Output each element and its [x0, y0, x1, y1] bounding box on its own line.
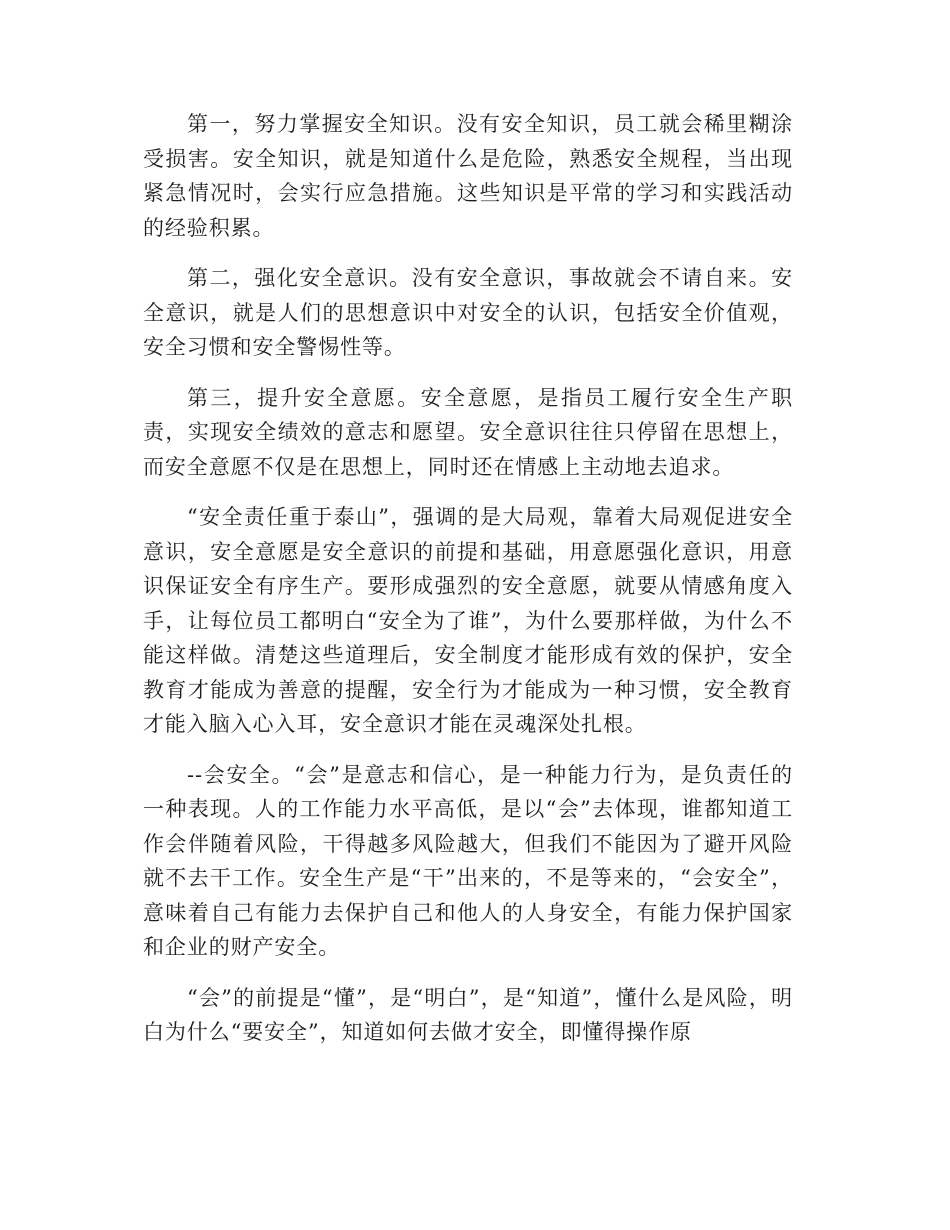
- paragraph-safety-knowledge: 第一，努力掌握安全知识。没有安全知识，员工就会稀里糊涂受损害。安全知识，就是知道什么是危险，熟悉安全规程，当出现紧急情况时，会实行应急措施。这些知识是平常的学习和实践活动的经验积累。: [143, 112, 793, 240]
- paragraph-understand-premise: “会”的前提是“懂”，是“明白”，是“知道”，懂什么是风险，明白为什么“要安全”，知道如何去做才安全，即懂得操作原: [143, 985, 793, 1044]
- paragraph-safety-awareness: 第二，强化安全意识。没有安全意识，事故就会不请自来。安全意识，就是人们的思想意识中对安全的认识，包括安全价值观，安全习惯和安全警惕性等。: [143, 266, 793, 359]
- paragraph-safety-willingness: 第三，提升安全意愿。安全意愿，是指员工履行安全生产职责，实现安全绩效的意志和愿望。安全意识往往只停留在思想上，而安全意愿不仅是在思想上，同时还在情感上主动地去追求。: [143, 385, 793, 479]
- paragraph-know-safety: --会安全。“会”是意志和信心，是一种能力行为，是负责任的一种表现。人的工作能力水平高低，是以“会”去体现，谁都知道工作会伴随着风险，干得越多风险越大，但我们不能因为了避开风险就不去干工作。安全生产是“干”出来的，不是等来的，“会安全”，意味着自己有能力去保护自己和他人的人身安全，有能力保护国家和企业的财产安全。: [143, 762, 793, 959]
- document-body: [143, 107, 793, 1066]
- paragraph-safety-responsibility: “安全责任重于泰山”，强调的是大局观，靠着大局观促进安全意识，安全意愿是安全意识的前提和基础，用意愿强化意识，用意识保证安全有序生产。要形成强烈的安全意愿，就要从情感角度入手，让每位员工都明白“安全为了谁”，为什么要那样做，为什么不能这样做。清楚这些道理后，安全制度才能形成有效的保护，安全教育才能成为善意的提醒，安全行为才能成为一种习惯，安全教育才能入脑入心入耳，安全意识才能在灵魂深处扎根。: [143, 505, 793, 736]
